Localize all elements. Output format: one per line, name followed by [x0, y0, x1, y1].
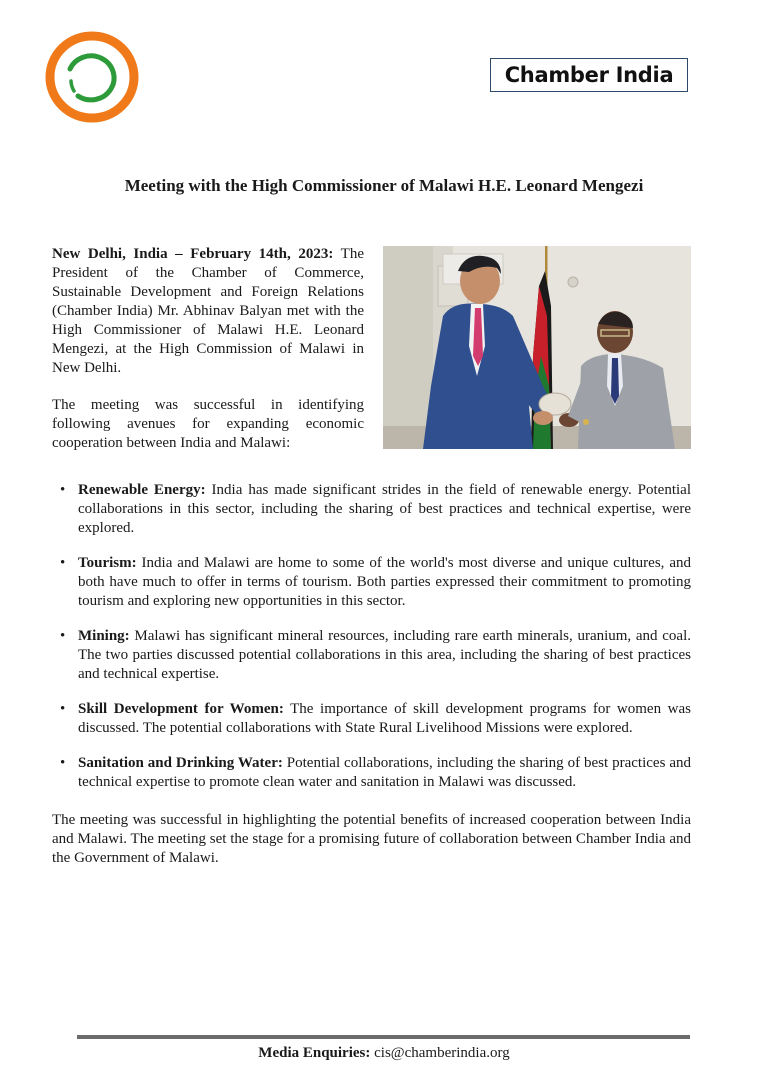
- cooperation-avenues-list: [52, 481, 691, 808]
- bullet-glyph: •: [60, 555, 66, 571]
- media-enquiries-label: Media Enquiries:: [258, 1045, 371, 1061]
- list-item-text: Malawi has significant mineral resources, including rare earth minerals, uranium, and coal. The two parties discussed potential collaborations in this area, including the sharing of best practices and technical expertise.: [78, 628, 691, 682]
- intro-text-1: The President of the Chamber of Commerce, Sustainable Development and Foreign Relations (Chamber India) Mr. Abhinav Balyan met with the High Commissioner of Malawi H.E. Leonard Mengezi, at the High Commission of Malawi in New Delhi.: [52, 246, 364, 376]
- list-item-text: Potential collaborations, including the sharing of best practices and technical expertise to promote clean water and sanitation in Malawi was discussed.: [78, 755, 691, 790]
- meeting-photo: [383, 246, 691, 449]
- list-item: [52, 554, 691, 611]
- list-item-text: India and Malawi are home to some of the world's most diverse and unique cultures, and both have much to offer in terms of tourism. Both parties expressed their commitment to promoting tourism and exploring new opportunities in this sector.: [78, 555, 691, 609]
- list-item-heading: Mining:: [78, 628, 130, 644]
- brand-name: Chamber India: [504, 63, 674, 87]
- bullet-glyph: •: [60, 701, 66, 717]
- list-item-heading: Tourism:: [78, 555, 137, 571]
- list-item: [52, 627, 691, 684]
- list-item-text: The importance of skill development programs for women was discussed. The potential collaborations with State Rural Livelihood Missions were explored.: [78, 701, 691, 736]
- intro-paragraph-2: The meeting was successful in identifying following avenues for expanding economic cooperation between India and Malawi:: [52, 397, 364, 451]
- list-item: [52, 700, 691, 738]
- bullet-glyph: •: [60, 755, 66, 771]
- chamber-india-logo: [44, 31, 140, 123]
- list-item-heading: Sanitation and Drinking Water:: [78, 755, 283, 771]
- brand-logotype: [490, 58, 688, 92]
- list-item: [52, 754, 691, 792]
- page-title: Meeting with the High Commissioner of Malawi H.E. Leonard Mengezi: [124, 176, 644, 195]
- bullet-glyph: •: [60, 482, 66, 498]
- footer-divider: [77, 1035, 690, 1039]
- media-email[interactable]: cis@chamberindia.org: [370, 1045, 510, 1061]
- list-item-text: India has made significant strides in the field of renewable energy. Potential collaborations in this sector, including the sharing of best practices and technical expertise, were explored.: [78, 482, 691, 536]
- intro-paragraph-1: [52, 245, 364, 378]
- intro-section: [52, 245, 364, 471]
- footer: [0, 1045, 768, 1062]
- list-item-heading: Skill Development for Women:: [78, 701, 284, 717]
- bullet-glyph: •: [60, 628, 66, 644]
- conclusion-paragraph: The meeting was successful in highlighting the potential benefits of increased cooperation between India and Malawi. The meeting set the stage for a promising future of collaboration between Chamber India and the Government of Malawi.: [52, 812, 691, 866]
- dateline: New Delhi, India – February 14th, 2023:: [52, 246, 334, 262]
- list-item-heading: Renewable Energy:: [78, 482, 206, 498]
- list-item: [52, 481, 691, 538]
